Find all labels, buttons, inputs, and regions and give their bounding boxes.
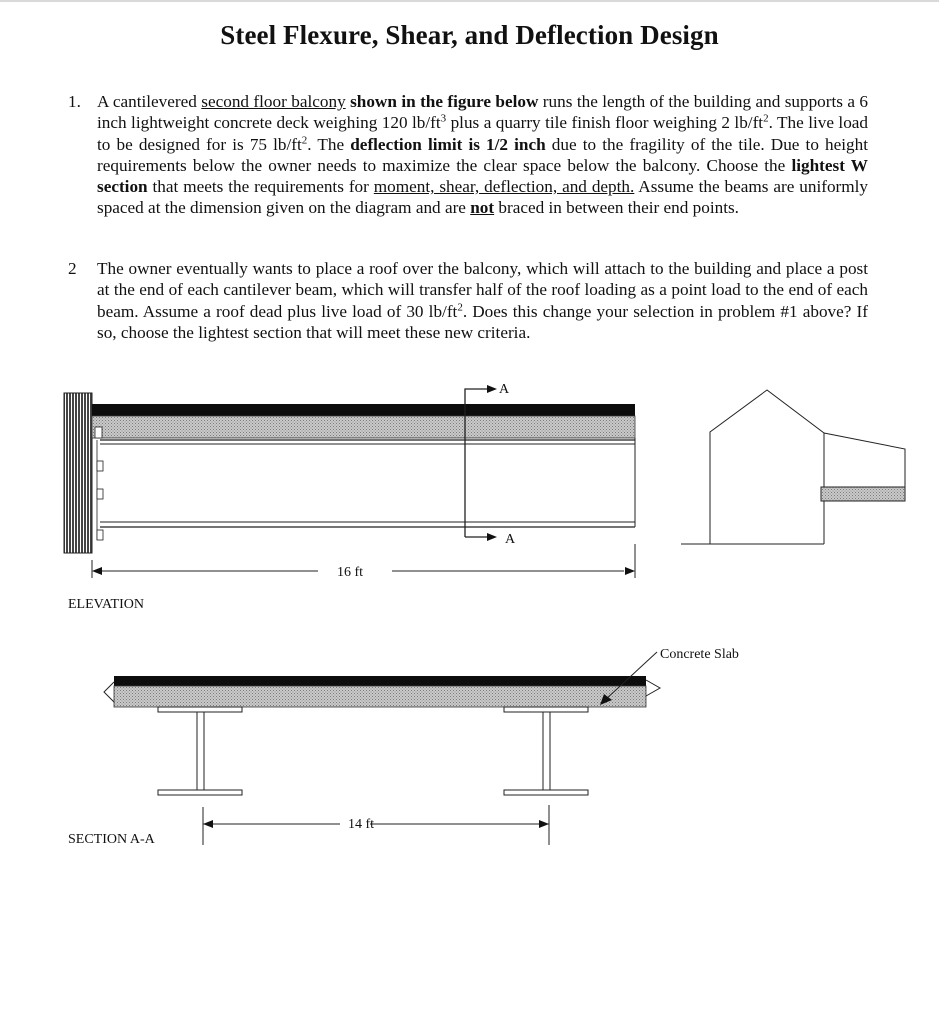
w-beam-left <box>158 707 242 795</box>
concrete-slab-section <box>114 686 646 707</box>
section-mark-top: A <box>499 382 510 397</box>
cantilever-beam <box>100 438 635 527</box>
bearing-plate <box>95 427 102 438</box>
section-a-a-drawing <box>68 647 739 847</box>
break-line-right <box>646 680 660 696</box>
section-mark-bottom: A <box>505 532 516 547</box>
problem-1-number: 1. <box>68 92 81 111</box>
concrete-deck-elevation <box>92 416 635 438</box>
dimension-label-14ft: 14 ft <box>348 817 375 832</box>
building-sketch <box>681 390 905 544</box>
problem-2-number: 2 <box>68 259 77 278</box>
elevation-label: ELEVATION <box>68 597 144 612</box>
concrete-slab-label: Concrete Slab <box>660 647 739 662</box>
dimension-label-16ft: 16 ft <box>337 565 364 580</box>
w-beam-right <box>504 707 588 795</box>
page-title: Steel Flexure, Shear, and Deflection Design <box>220 20 719 50</box>
elevation-drawing <box>64 382 635 612</box>
section-a-a-label: SECTION A-A <box>68 832 155 847</box>
problem-1-text: A cantilevered second floor balcony shown in the figure below runs the length of the building and supports a 6 inch lightweight concrete deck weighing 120 $lb/ft^3$ plus a quarry tile finish floor weighing 2 $lb/ft^2$. The live load to be designed for is 75 $lb/ft^2$. The deflection limit is 1/2 inch due to the fragility of the tile. Due to height requirements below the owner needs to maximize the clear space below the balcony. Choose the lightest W section that meets the requirements for moment, shear, deflection, and depth. Assume the beams are uniformly spaced at the dimension given on the diagram and are not braced in between their end points. <box>97 92 869 218</box>
break-line-left <box>104 682 114 702</box>
tile-finish-section <box>114 676 646 686</box>
dimension-14ft <box>203 805 549 845</box>
end-connection-angles <box>97 440 103 540</box>
balcony-slab-sketch <box>821 487 905 501</box>
problem-2-text: The owner eventually wants to place a roof over the balcony, which will attach to the building and place a post at the end of each cantilever beam, which will transfer half of the roof loading as a point load to the end of each beam. Assume a roof dead plus live load of 30 $lb/ft^2$. Does this change your selection in problem #1 above? If so, choose the lightest section that will meet these new criteria. <box>97 259 868 342</box>
dimension-16ft <box>92 544 635 578</box>
building-wall-hatch <box>64 393 92 553</box>
tile-finish-layer <box>92 404 635 416</box>
